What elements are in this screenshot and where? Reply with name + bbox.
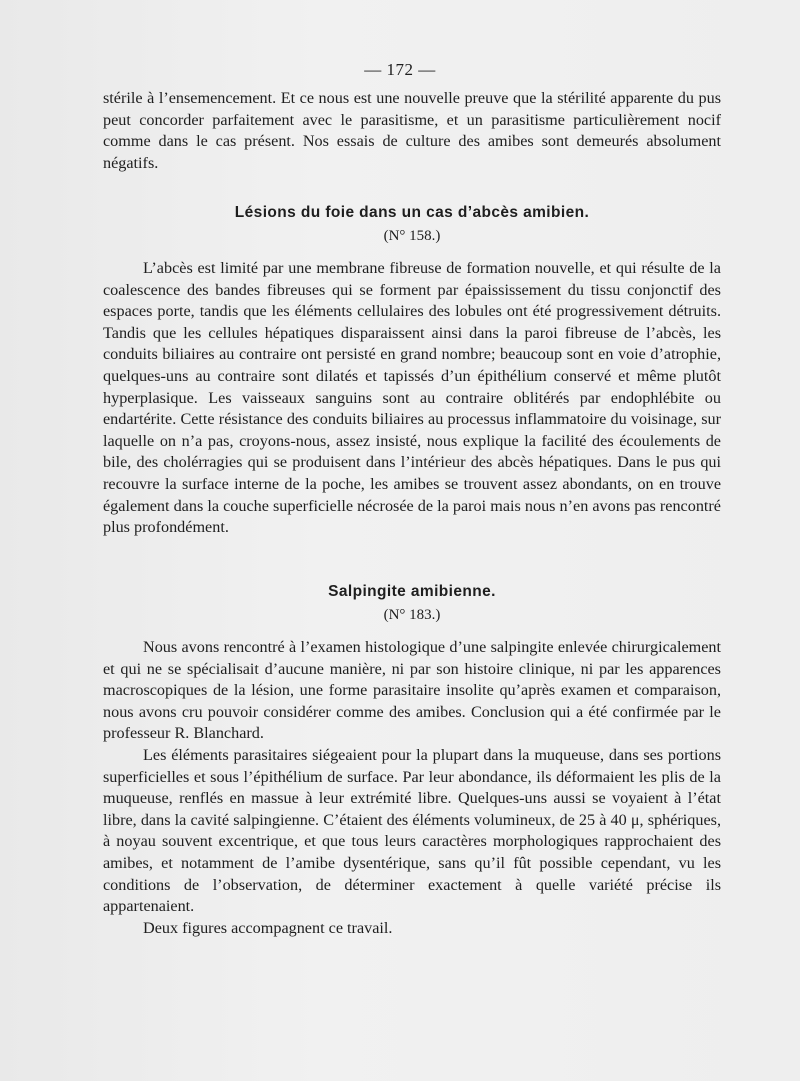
continuation-block bbox=[103, 88, 721, 174]
continuation-paragraph: stérile à l’ensemencement. Et ce nous est une nouvelle preuve que la stérilité apparente du pus peut concorder parfaitement avec le parasitisme, et un parasitisme particulièrement nocif comme dans le cas présent. Nos essais de culture des amibes sont demeurés absolument négatifs. bbox=[103, 89, 721, 172]
salpingitis-paragraph-1: Nous avons rencontré à l’examen histologique d’une salpingite enlevée chirurgicalement et qui ne se spécialisait d’aucune manière, ni par son histoire clinique, ni par les apparences macroscopiques de la lésion, une forme parasitaire insolite qu’après examen et comparaison, nous avons cru pouvoir considérer comme des amibes. Conclusion qui a été confirmée par le professeur R. Blanchard. bbox=[103, 638, 721, 743]
salpingitis-paragraph-2: Les éléments parasitaires siégeaient pour la plupart dans la muqueuse, dans ses portions superficielles et sous l’épithélium de surface. Par leur abondance, ils déformaient les plis de la muqueuse, renflés en massue à leur extrémité libre. Quelques-uns aussi se voyaient à l’état libre, dans la cavité salpingienne. C’étaient des éléments volumineux, de 25 à 40 μ, sphériques, à noyau souvent excentrique, et que tous leurs caractères morphologiques rapprochaient des amibes, et notamment de l’amibe dysentérique, sans qu’il fût possible cependant, vu les conditions de l’observation, de déterminer exactement à quelle variété précise ils appartenaient. bbox=[103, 745, 721, 916]
section-title-salpingitis: Salpingite amibienne. bbox=[328, 583, 496, 600]
section-body-liver-abscess bbox=[103, 258, 721, 539]
page-number: — 172 — bbox=[364, 60, 436, 79]
section-number-liver-abscess: (N° 158.) bbox=[383, 228, 441, 244]
section-title-liver-abscess: Lésions du foie dans un cas d’abcès amibien. bbox=[234, 204, 590, 221]
section-body-salpingitis bbox=[103, 637, 721, 939]
liver-abscess-paragraph: L’abcès est limité par une membrane fibreuse de formation nouvelle, et qui résulte de la coalescence des bandes fibreuses qui se forment par épaississement du tissu conjonctif des espaces porte, tandis que les éléments cellulaires des lobules ont été progressivement détruits. Tandis que les cellules hépatiques disparaissent ainsi dans la paroi fibreuse de l’abcès, les conduits biliaires au contraire ont persisté en grand nombre; beaucoup sont en voie d’atrophie, quelques-uns au contraire sont dilatés et tapissés d’un épithélium conservé et même plutôt hyperplasique. Les vaisseaux sanguins sont au contraire oblitérés par endophlébite ou endartérite. Cette résistance des conduits biliaires au processus inflammatoire du voisinage, sur laquelle on n’a pas, croyons-nous, assez insisté, nous explique la facilité des écoulements de bile, des cholérragies qui se produisent dans l’intérieur des abcès hépatiques. Dans le pus qui recouvre la surface interne de la poche, les amibes se trouvent assez abondants, on en trouve également dans la couche superficielle nécrosée de la paroi mais nous n’en avons pas rencontré plus profondément. bbox=[103, 259, 721, 537]
section-number-salpingitis: (N° 183.) bbox=[383, 607, 441, 623]
salpingitis-paragraph-3: Deux figures accompagnent ce travail. bbox=[143, 918, 393, 937]
